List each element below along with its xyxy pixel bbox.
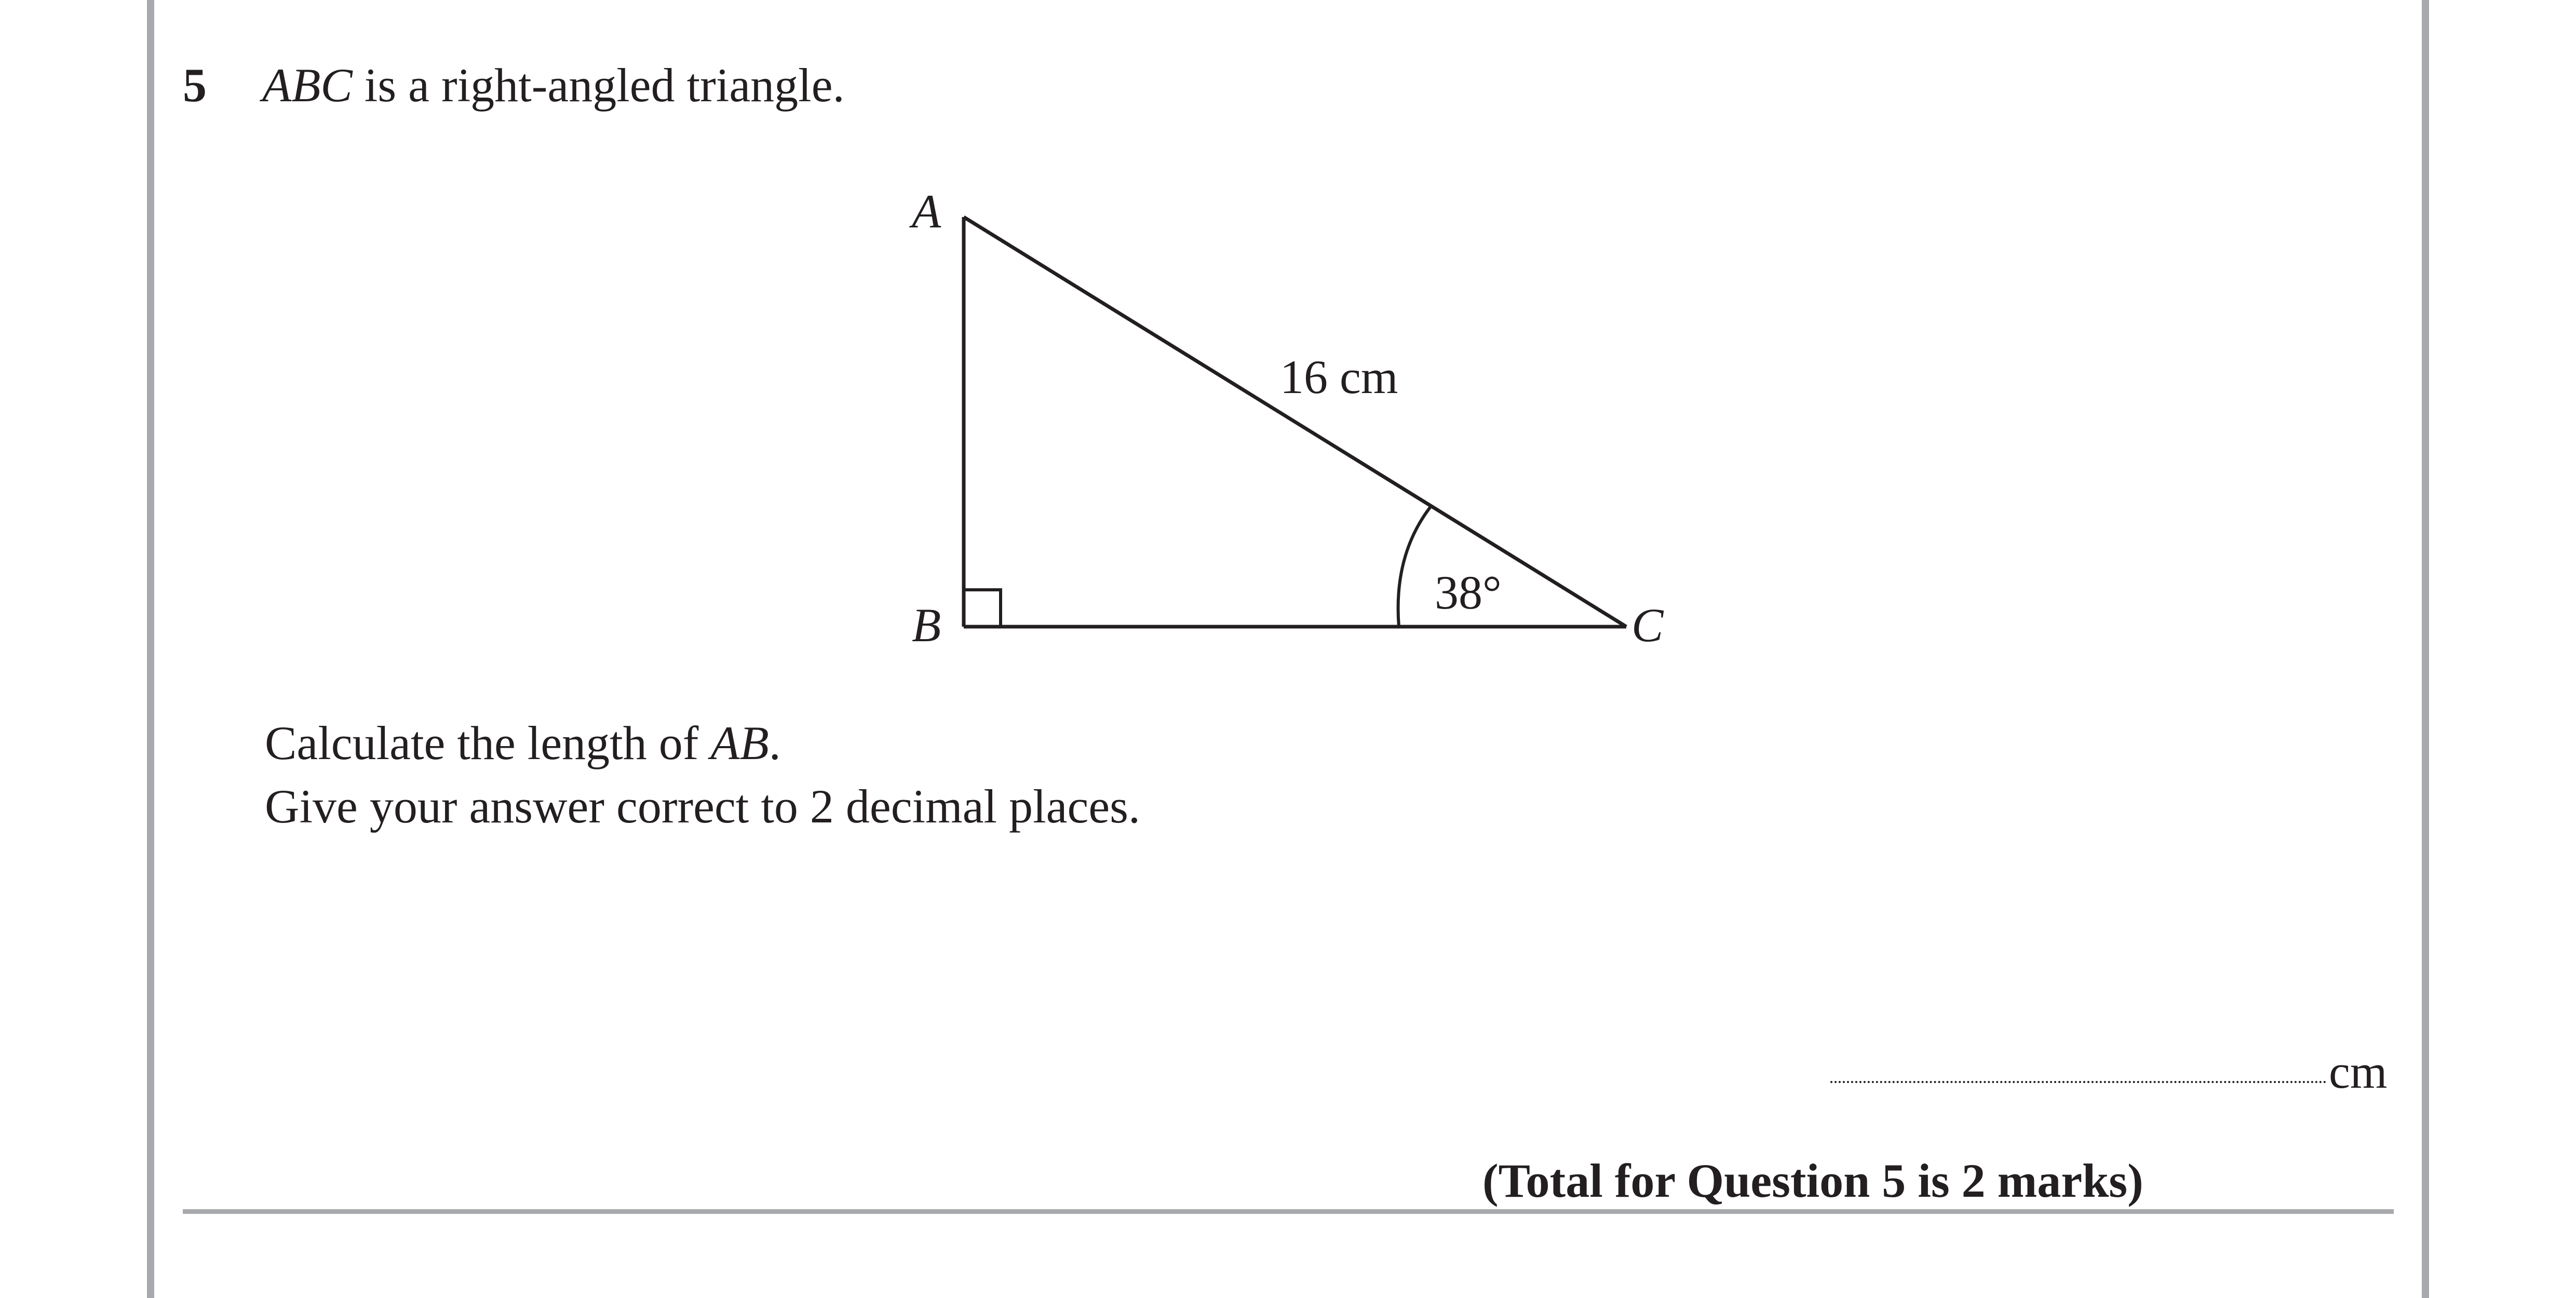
hypotenuse-label: 16 cm [1280,350,1398,403]
question-instructions [265,711,1140,838]
side-name: AB [710,716,769,769]
angle-arc-c [1398,507,1431,627]
vertex-label-a: A [912,185,941,238]
question-number: 5 [183,59,207,112]
instruction-line-1: Calculate the length of AB. [265,716,781,769]
angle-label: 38° [1435,566,1502,619]
triangle-name: ABC [262,59,353,112]
question-stem-text: is a right-angled triangle. [352,59,845,112]
right-angle-marker [964,590,1001,627]
side-ac [964,217,1626,627]
answer-unit: cm [2329,1045,2388,1098]
question-separator [183,1209,2394,1214]
vertex-label-c: C [1631,599,1664,652]
vertex-label-b: B [912,599,941,652]
answer-line[interactable] [1830,1081,2326,1083]
question-total-marks: (Total for Question 5 is 2 marks) [1482,1154,2143,1207]
instruction-line-2: Give your answer correct to 2 decimal places. [265,780,1140,833]
